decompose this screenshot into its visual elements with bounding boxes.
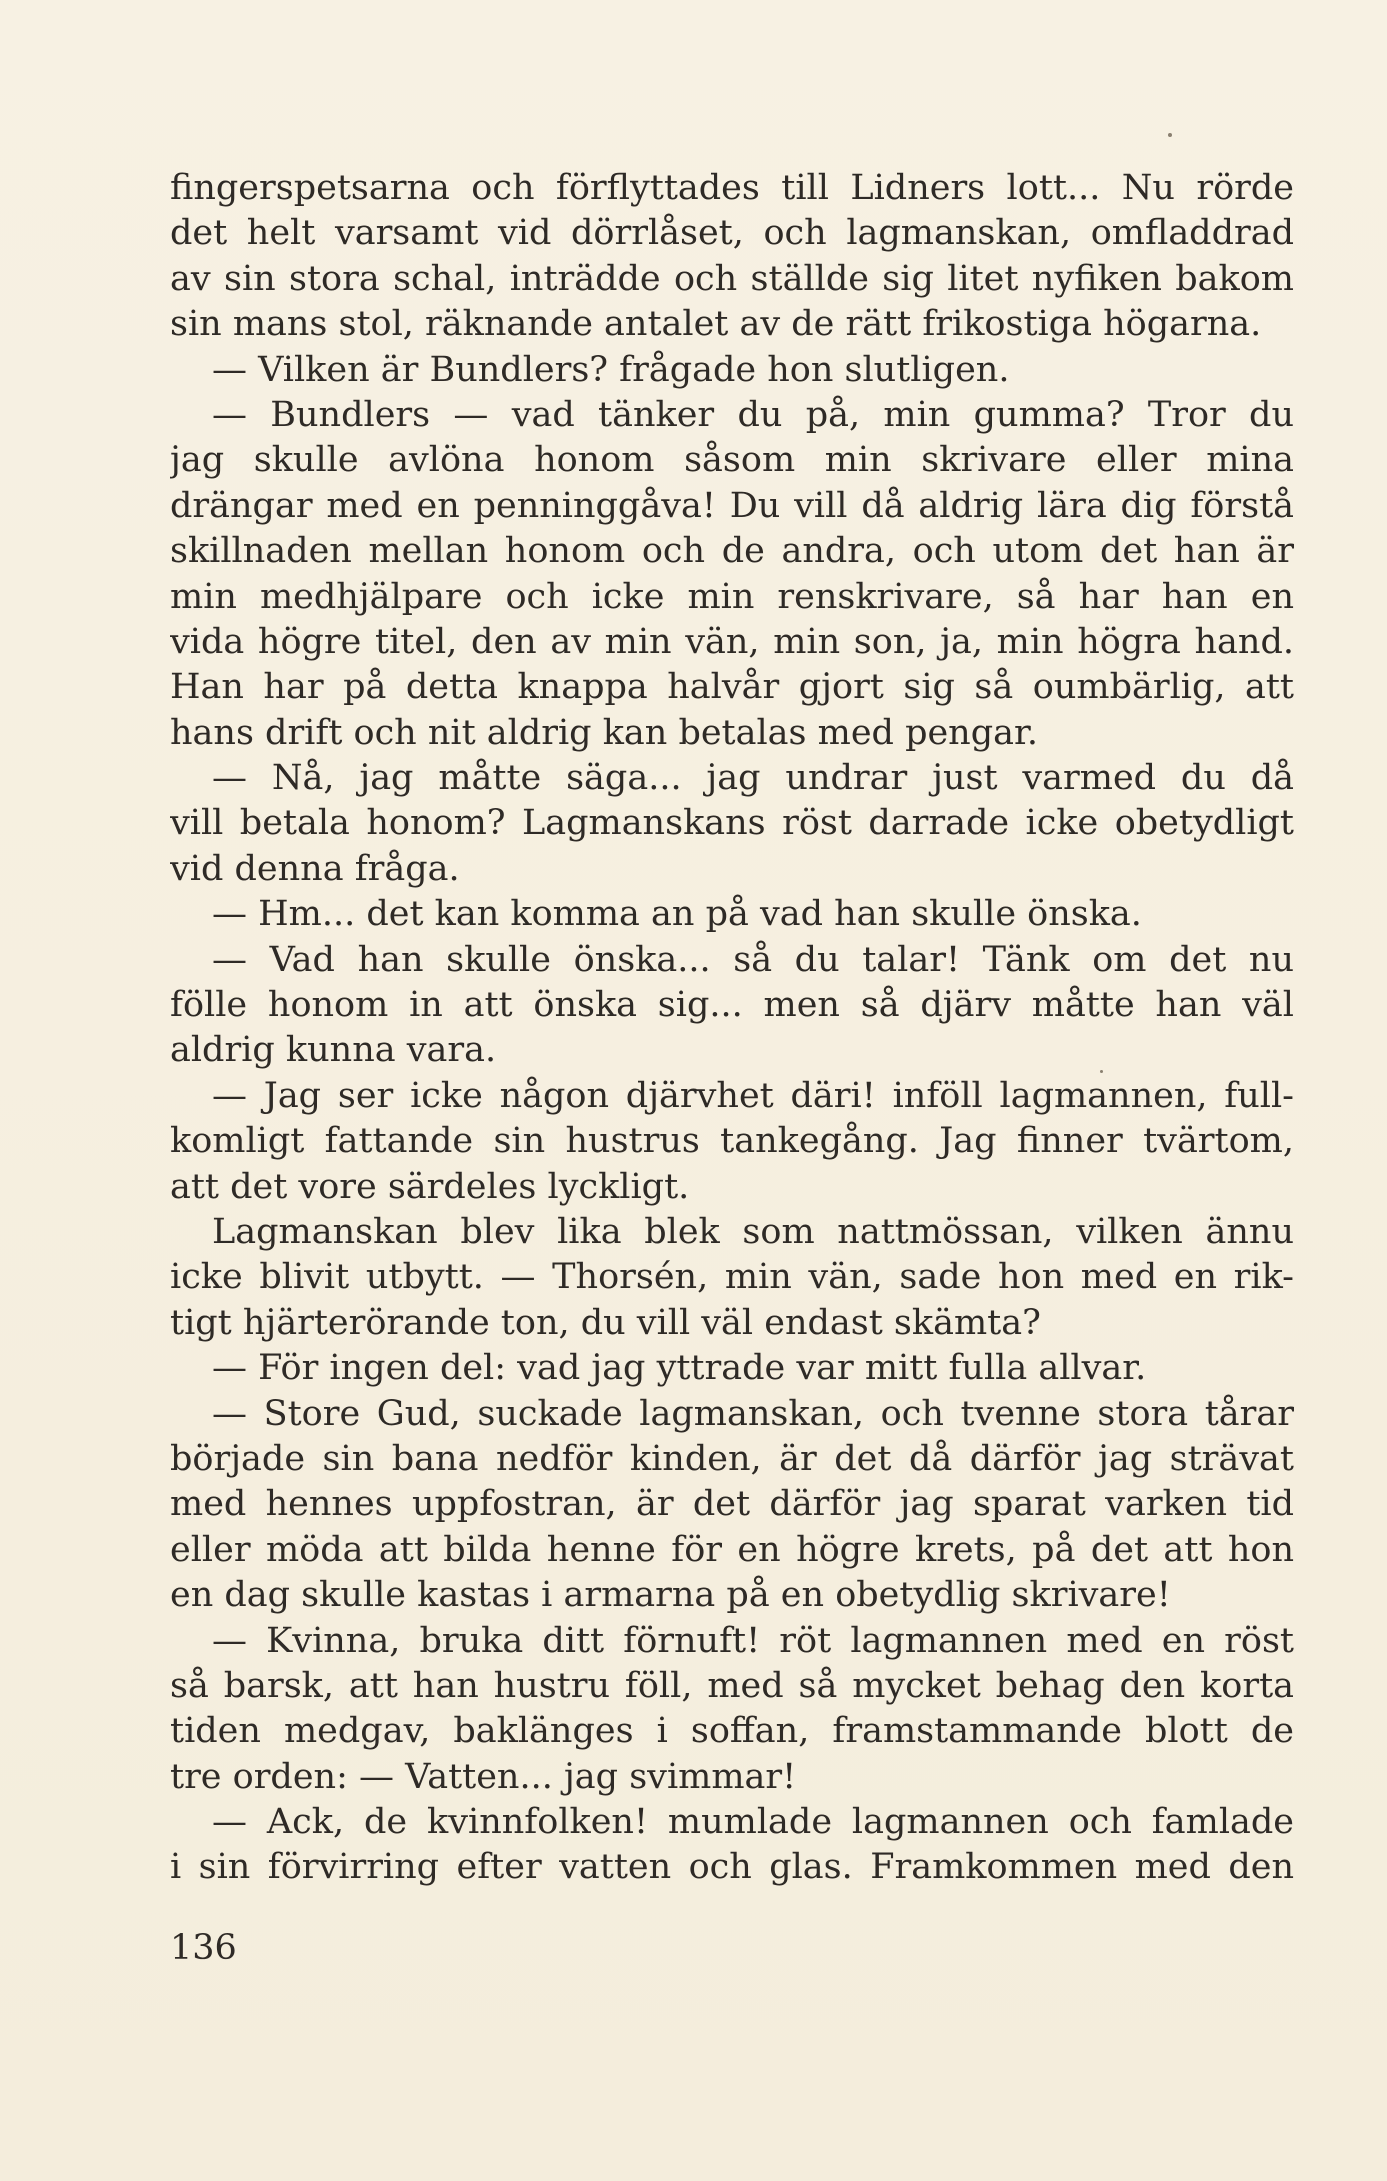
text-line: eller möda att bilda henne för en högre krets, på det att hon (170, 1529, 1294, 1570)
text-line: Lagmanskan blev lika blek som nattmössan, vilken ännu (212, 1211, 1294, 1252)
text-line: — Vad han skulle önska... så du talar! Tänk om det nu (212, 939, 1294, 980)
text-line: — Bundlers — vad tänker du på, min gumma? Tror du (212, 394, 1294, 435)
text-line: började sin bana nedför kinden, är det då därför jag strävat (170, 1438, 1294, 1479)
text-line: av sin stora schal, inträdde och ställde sig litet nyfiken bakom (170, 258, 1294, 299)
text-line: tigt hjärterörande ton, du vill väl endast skämta? (170, 1302, 1041, 1343)
text-line: det helt varsamt vid dörrlåset, och lagmanskan, omfladdrad (170, 213, 1294, 254)
text-line: — För ingen del: vad jag yttrade var mitt fulla allvar. (212, 1348, 1147, 1389)
text-line: vida högre titel, den av min vän, min son, ja, min högra hand. (170, 621, 1294, 662)
text-line: — Store Gud, suckade lagmanskan, och tvenne stora tårar (212, 1393, 1294, 1434)
text-line: så barsk, att han hustru föll, med så mycket behag den korta (170, 1665, 1294, 1706)
text-line: min medhjälpare och icke min renskrivare, så har han en (170, 576, 1294, 617)
text-line: tiden medgav, baklänges i soffan, framstammande blott de (170, 1711, 1294, 1752)
text-line: med hennes uppfostran, är det därför jag sparat varken tid (170, 1484, 1294, 1525)
paper-speck (1100, 1070, 1103, 1073)
text-line: aldrig kunna vara. (170, 1030, 497, 1071)
text-line: — Ack, de kvinnfolken! mumlade lagmannen och famlade (212, 1802, 1294, 1843)
text-line: en dag skulle kastas i armarna på en obetydlig skrivare! (170, 1575, 1171, 1616)
text-line: — Hm... det kan komma an på vad han skulle önska. (212, 894, 1142, 935)
text-line: icke blivit utbytt. — Thorsén, min vän, sade hon med en rik- (170, 1257, 1294, 1298)
text-line: att det vore särdeles lyckligt. (170, 1166, 690, 1207)
text-line: — Vilken är Bundlers? frågade hon slutligen. (212, 349, 1010, 390)
paper-speck (1168, 133, 1172, 137)
text-line: komligt fattande sin hustrus tankegång. Jag finner tvärtom, (170, 1121, 1294, 1162)
body-text (170, 166, 1294, 1891)
text-line: tre orden: — Vatten... jag svimmar! (170, 1756, 797, 1797)
text-line: skillnaden mellan honom och de andra, och utom det han är (170, 531, 1294, 572)
page-number: 136 (170, 1928, 237, 1968)
text-line: — Kvinna, bruka ditt förnuft! röt lagmannen med en röst (212, 1620, 1294, 1661)
text-line: hans drift och nit aldrig kan betalas med pengar. (170, 712, 1039, 753)
text-line: fölle honom in att önska sig... men så djärv måtte han väl (170, 985, 1294, 1026)
text-line: drängar med en penninggåva! Du vill då aldrig lära dig förstå (170, 485, 1294, 526)
text-line: sin mans stol, räknande antalet av de rätt frikostiga högarna. (170, 304, 1262, 345)
text-line: Han har på detta knappa halvår gjort sig så oumbärlig, att (170, 667, 1294, 708)
text-line: fingerspetsarna och förflyttades till Lidners lott... Nu rörde (170, 168, 1294, 208)
text-line: i sin förvirring efter vatten och glas. Framkommen med den (170, 1847, 1294, 1888)
text-line: vill betala honom? Lagmanskans röst darrade icke obetydligt (170, 803, 1294, 844)
text-line: — Nå, jag måtte säga... jag undrar just varmed du då (212, 758, 1294, 799)
text-line: — Jag ser icke någon djärvhet däri! inföll lagmannen, full- (212, 1075, 1294, 1116)
text-line: vid denna fråga. (170, 848, 460, 889)
text-line: jag skulle avlöna honom såsom min skrivare eller mina (170, 440, 1294, 481)
